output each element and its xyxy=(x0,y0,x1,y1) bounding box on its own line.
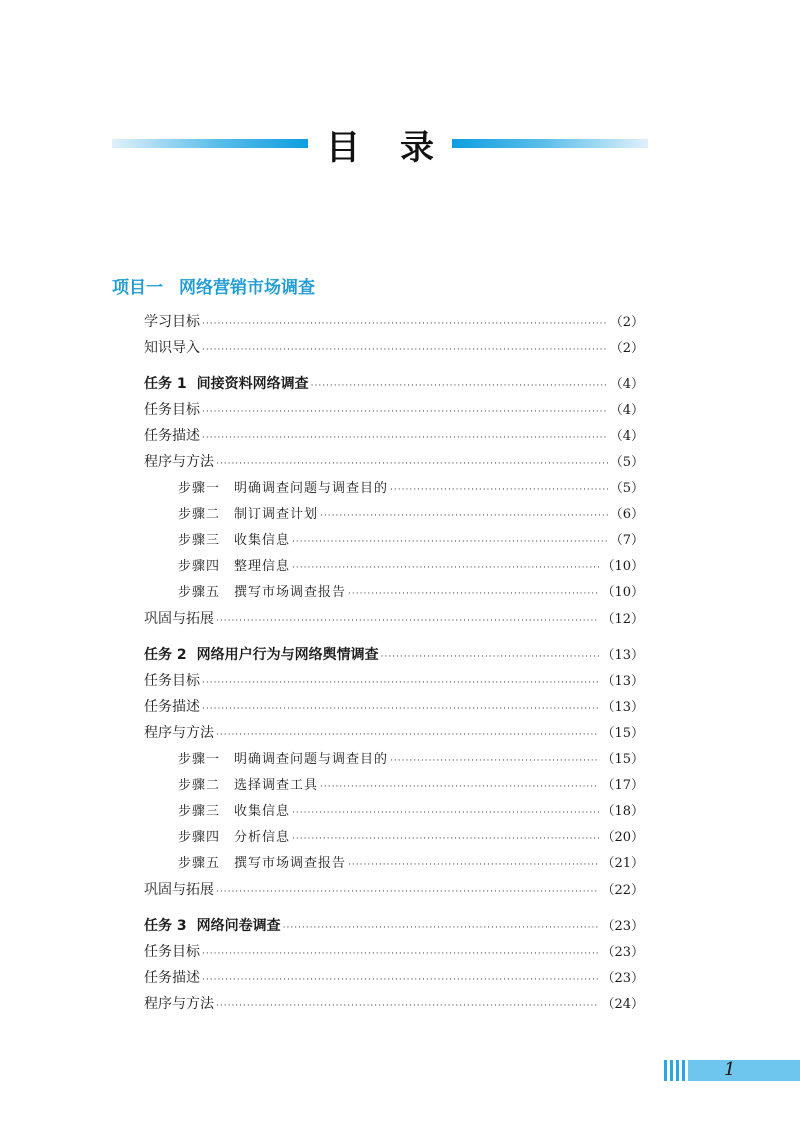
toc-entry-label: 程序与方法 xyxy=(144,454,214,471)
toc-step-entry[interactable] xyxy=(144,476,644,502)
toc-step-entry[interactable] xyxy=(144,528,644,554)
toc-entry-title: 收集信息 xyxy=(234,532,291,548)
toc-entry-title: 整理信息 xyxy=(234,558,291,574)
toc-leader-dots xyxy=(390,477,608,503)
toc-entry-title: 分析信息 xyxy=(234,829,291,845)
project-number: 项目一 xyxy=(112,278,163,298)
toc-entry-label xyxy=(144,913,281,939)
toc-leader-dots xyxy=(320,774,599,800)
toc-entry-label xyxy=(178,851,346,877)
toc-page-number: （7） xyxy=(609,532,644,548)
toc-page-number: （4） xyxy=(609,403,644,419)
toc-entry-label: 学习目标 xyxy=(144,314,200,330)
title-char-1: 目 xyxy=(326,127,360,168)
toc-entry-label: 知识导入 xyxy=(144,340,200,357)
toc-entry-title: 明确调查问题与调查目的 xyxy=(234,751,389,767)
toc-page-number: （6） xyxy=(609,506,644,522)
toc-step-entry[interactable] xyxy=(144,502,644,528)
toc-entry-label xyxy=(178,476,388,502)
toc-leader-dots xyxy=(202,399,608,425)
toc-page-number: （23） xyxy=(601,945,644,961)
toc-entry-label xyxy=(178,580,346,606)
toc-page-number: （4） xyxy=(609,429,644,445)
toc-step-entry[interactable] xyxy=(144,554,644,580)
toc-leader-dots xyxy=(216,993,599,1019)
toc-entry-number: 步骤一 xyxy=(178,751,221,767)
toc-leader-dots xyxy=(292,800,599,826)
toc-entry-title: 网络问卷调查 xyxy=(196,918,281,935)
toc-entry-label xyxy=(178,502,318,528)
toc-entry-label: 任务目标 xyxy=(144,944,200,961)
toc-entry-title: 网络用户行为与网络舆情调查 xyxy=(196,647,379,664)
toc-entry-number: 步骤三 xyxy=(178,803,221,819)
title-bar-right xyxy=(452,139,648,148)
title-bar-left xyxy=(112,139,308,148)
toc-leader-dots xyxy=(202,696,599,722)
toc-leader-dots xyxy=(216,608,599,634)
toc-leader-dots xyxy=(216,879,599,905)
toc-entry-title: 收集信息 xyxy=(234,803,291,819)
toc-entry[interactable] xyxy=(144,423,644,449)
toc-entry-label: 巩固与拓展 xyxy=(144,611,214,628)
toc-entry[interactable] xyxy=(144,965,644,991)
toc-entry[interactable] xyxy=(144,877,644,903)
toc-step-entry[interactable] xyxy=(144,799,644,825)
footer-stripe xyxy=(664,1060,667,1081)
toc-step-entry[interactable] xyxy=(144,580,644,606)
toc-leader-dots xyxy=(390,748,599,774)
toc-entry-title: 选择调查工具 xyxy=(234,777,319,793)
toc-entry[interactable] xyxy=(144,991,644,1017)
toc-leader-dots xyxy=(348,852,599,878)
toc-page-number: （23） xyxy=(601,919,644,935)
toc-entry-title: 制订调查计划 xyxy=(234,506,319,522)
project-name: 网络营销市场调查 xyxy=(179,278,315,298)
toc-page-number: （13） xyxy=(601,648,644,664)
toc-entry-number: 步骤五 xyxy=(178,584,221,600)
footer-tab xyxy=(688,1060,800,1081)
toc-page-number: （12） xyxy=(601,612,644,628)
toc-entry[interactable] xyxy=(144,449,644,475)
toc-entry-label: 任务目标 xyxy=(144,402,200,419)
toc-entry[interactable] xyxy=(144,668,644,694)
toc-page-number: （2） xyxy=(609,315,644,330)
toc-entry-label xyxy=(178,528,290,554)
footer-stripe xyxy=(670,1060,673,1081)
toc-entry-title: 明确调查问题与调查目的 xyxy=(234,480,389,496)
toc-page-number: （5） xyxy=(609,480,644,496)
toc-step-entry[interactable] xyxy=(144,851,644,877)
toc-leader-dots xyxy=(202,311,608,337)
toc-entry[interactable] xyxy=(144,606,644,632)
toc-entry-label xyxy=(144,371,309,397)
toc-leader-dots xyxy=(216,451,608,477)
footer-stripe xyxy=(682,1060,685,1081)
toc-entry-label: 任务描述 xyxy=(144,428,200,445)
toc-leader-dots xyxy=(202,425,608,451)
toc-entry-title: 撰写市场调查报告 xyxy=(234,584,347,600)
toc-page-number: （21） xyxy=(601,855,644,871)
toc-entry-number: 步骤四 xyxy=(178,829,221,845)
toc-page-number: （10） xyxy=(601,584,644,600)
page-number: 1 xyxy=(724,1059,736,1080)
toc-leader-dots xyxy=(283,915,600,941)
toc-entry-label xyxy=(178,554,290,580)
toc-entry-label xyxy=(178,825,290,851)
toc-page-number: （13） xyxy=(601,674,644,690)
toc-entry-label xyxy=(144,642,379,668)
toc-page-number: （2） xyxy=(609,341,644,357)
toc-page-number: （4） xyxy=(609,377,644,393)
table-of-contents xyxy=(144,309,644,1017)
toc-page-number: （15） xyxy=(601,751,644,767)
toc-entry[interactable] xyxy=(144,335,644,361)
toc-entry-number: 步骤二 xyxy=(178,777,221,793)
toc-entry-number: 步骤五 xyxy=(178,855,221,871)
toc-entry-label: 任务描述 xyxy=(144,699,200,716)
toc-page-number: （23） xyxy=(601,971,644,987)
toc-leader-dots xyxy=(202,337,608,363)
toc-entry-number: 步骤四 xyxy=(178,558,221,574)
toc-leader-dots xyxy=(348,581,599,607)
toc-page-number: （22） xyxy=(601,882,644,898)
toc-entry-number: 步骤二 xyxy=(178,506,221,522)
toc-task-entry[interactable] xyxy=(144,913,644,939)
toc-step-entry[interactable] xyxy=(144,773,644,799)
toc-step-entry[interactable] xyxy=(144,747,644,773)
toc-entry-label xyxy=(178,747,388,773)
toc-entry[interactable] xyxy=(144,694,644,720)
toc-page-number: （5） xyxy=(609,455,644,471)
toc-task-entry[interactable] xyxy=(144,642,644,668)
toc-entry-number: 任务 1 xyxy=(144,376,187,393)
toc-entry-title: 间接资料网络调查 xyxy=(196,376,309,393)
toc-page-number: （20） xyxy=(601,829,644,845)
toc-page-number: （24） xyxy=(601,997,644,1013)
toc-entry-number: 任务 3 xyxy=(144,918,187,935)
page-title xyxy=(308,122,452,166)
toc-entry-label xyxy=(178,799,290,825)
project-heading xyxy=(112,273,315,298)
toc-entry-title: 撰写市场调查报告 xyxy=(234,855,347,871)
toc-entry-label xyxy=(178,773,318,799)
title-char-2: 录 xyxy=(400,127,434,168)
footer-stripe xyxy=(676,1060,679,1081)
toc-entry[interactable] xyxy=(144,939,644,965)
toc-leader-dots xyxy=(320,503,608,529)
toc-leader-dots xyxy=(292,555,599,581)
toc-task-entry[interactable] xyxy=(144,371,644,397)
toc-entry-number: 步骤三 xyxy=(178,532,221,548)
toc-entry-label: 巩固与拓展 xyxy=(144,881,214,898)
toc-page-number: （17） xyxy=(601,777,644,793)
toc-entry-label: 任务描述 xyxy=(144,970,200,987)
toc-entry-number: 任务 2 xyxy=(144,647,187,664)
toc-entry[interactable] xyxy=(144,309,644,335)
toc-page-number: （18） xyxy=(601,803,644,819)
toc-leader-dots xyxy=(202,967,599,993)
toc-page-number: （13） xyxy=(601,700,644,716)
toc-leader-dots xyxy=(381,644,600,670)
toc-leader-dots xyxy=(202,941,599,967)
toc-leader-dots xyxy=(292,529,608,555)
toc-entry-label: 程序与方法 xyxy=(144,725,214,742)
toc-title-banner xyxy=(112,122,648,166)
toc-page-number: （10） xyxy=(601,558,644,574)
toc-leader-dots xyxy=(202,670,599,696)
toc-entry[interactable] xyxy=(144,720,644,746)
toc-entry-label: 程序与方法 xyxy=(144,996,214,1013)
toc-leader-dots xyxy=(292,826,599,852)
toc-entry-number: 步骤一 xyxy=(178,480,221,496)
toc-entry[interactable] xyxy=(144,397,644,423)
toc-leader-dots xyxy=(311,373,608,399)
toc-step-entry[interactable] xyxy=(144,825,644,851)
toc-leader-dots xyxy=(216,722,599,748)
toc-page-number: （15） xyxy=(601,726,644,742)
toc-entry-label: 任务目标 xyxy=(144,673,200,690)
